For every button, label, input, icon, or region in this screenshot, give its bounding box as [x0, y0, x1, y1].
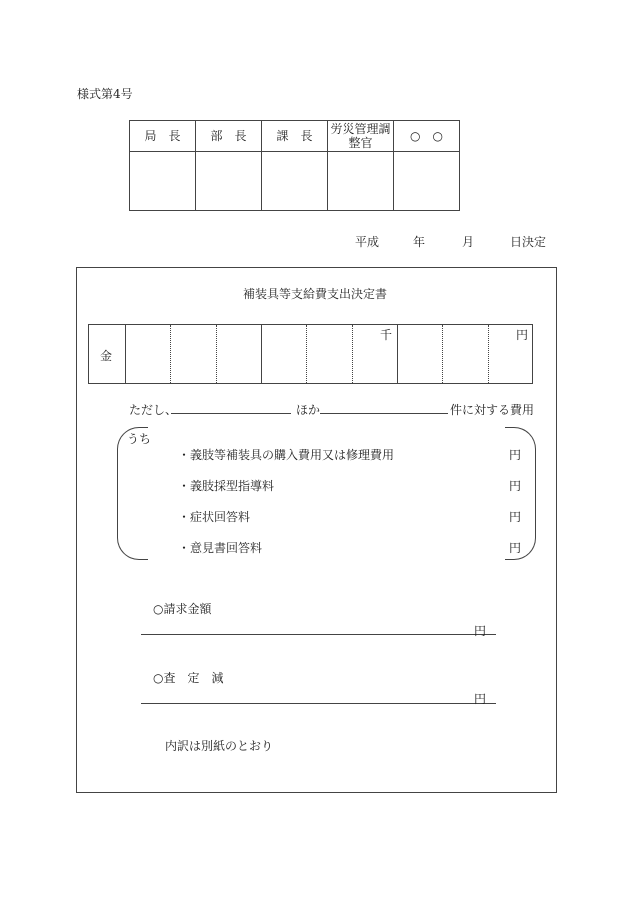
breakdown-label: うち	[127, 432, 152, 446]
approval-header: 部 長	[196, 121, 262, 152]
stamp-cell[interactable]	[262, 152, 328, 211]
stamp-cell[interactable]	[394, 152, 460, 211]
form-number: 様式第4号	[77, 87, 133, 101]
claim-unit: 円	[474, 624, 487, 638]
proviso-prefix: ただし、	[129, 403, 178, 417]
approval-header: 労災管理調整官	[328, 121, 394, 152]
breakdown-unit: 円	[509, 448, 522, 462]
breakdown-unit: 円	[509, 541, 522, 555]
approval-header: 局 長	[130, 121, 196, 152]
yen-marker: 円	[516, 328, 529, 342]
breakdown-note: 内訳は別紙のとおり	[165, 739, 274, 753]
reduction-label: ○査 定 減	[153, 671, 224, 685]
reduction-amount-field[interactable]	[141, 689, 496, 704]
document-title: 補装具等支給費支出決定書	[242, 287, 387, 301]
approval-header: 課 長	[262, 121, 328, 152]
count-field[interactable]	[320, 399, 448, 414]
date-month: 月	[462, 235, 475, 249]
breakdown-item: ・症状回答料	[178, 510, 251, 524]
claim-label: ○請求金額	[153, 602, 212, 616]
date-year: 年	[413, 235, 426, 249]
breakdown-unit: 円	[509, 510, 522, 524]
approval-header: ○ ○	[394, 121, 460, 152]
reduction-unit: 円	[474, 692, 487, 706]
breakdown-item: ・義肢等補装具の購入費用又は修理費用	[178, 448, 395, 462]
stamp-cell[interactable]	[196, 152, 262, 211]
amount-label: 金	[100, 349, 113, 363]
stamp-cell[interactable]	[130, 152, 196, 211]
breakdown-item: ・義肢採型指導料	[178, 479, 275, 493]
approval-stamp-table	[129, 120, 460, 211]
thousand-marker: 千	[380, 328, 393, 342]
amount-table	[88, 324, 533, 384]
breakdown-unit: 円	[509, 479, 522, 493]
proviso-middle: ほか	[296, 403, 321, 417]
stamp-cell[interactable]	[328, 152, 394, 211]
date-day: 日決定	[510, 235, 547, 249]
claim-amount-field[interactable]	[141, 620, 496, 635]
date-era: 平成	[355, 235, 380, 249]
proviso-suffix: 件に対する費用	[450, 403, 535, 417]
item-name-field[interactable]	[171, 399, 291, 414]
breakdown-item: ・意見書回答料	[178, 541, 263, 555]
